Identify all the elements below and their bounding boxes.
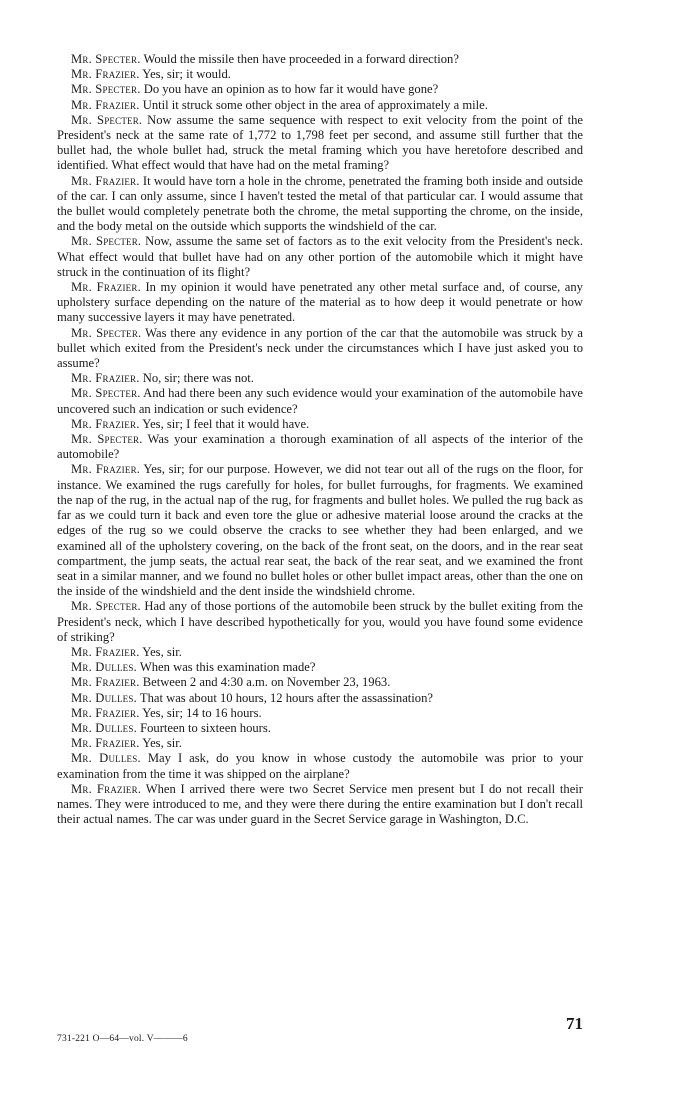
speaker-name: Mr. Specter.	[71, 432, 143, 447]
speaker-name: Mr. Frazier.	[71, 173, 140, 188]
speaker-name: Mr. Frazier.	[71, 416, 140, 431]
testimony-paragraph	[57, 386, 583, 416]
testimony-paragraph	[57, 706, 583, 721]
testimony-paragraph	[57, 675, 583, 690]
testimony-text: Now assume the same sequence with respect to exit velocity from the point of the President's neck at the same rate of 1,772 to 1,798 feet per second, and assume still further that the bullet had, the whole bullet had, struck the metal framing which you have heretofore described and identified. What effect would that have had on the metal framing?	[57, 112, 583, 173]
speaker-name: Mr. Specter.	[71, 234, 142, 249]
testimony-paragraph	[57, 751, 583, 781]
testimony-text: It would have torn a hole in the chrome, penetrated the framing both inside and outside of the car. I can only assume, since I haven't tested the metal of that particular car. I would assume that the bullet would completely penetrate both the chrome, the metal supporting the chrome, on the inside, and the body metal on the outside which supports the windshield of the car.	[57, 173, 583, 234]
testimony-text: Would the missile then have proceeded in a forward direction?	[143, 52, 459, 66]
testimony-text: Yes, sir; it would.	[142, 67, 231, 82]
speaker-name: Mr. Dulles.	[71, 690, 137, 705]
speaker-name: Mr. Frazier.	[71, 280, 141, 295]
speaker-name: Mr. Dulles.	[71, 660, 137, 675]
testimony-paragraph	[57, 660, 583, 675]
testimony-text: Yes, sir; 14 to 16 hours.	[142, 705, 262, 720]
testimony-text: Now, assume the same set of factors as to the exit velocity from the President's neck. What effect would that bullet have had on any other portion of the automobile which it might have struck in the continuation of its flight?	[57, 234, 583, 279]
testimony-paragraph	[57, 326, 583, 372]
testimony-paragraph	[57, 736, 583, 751]
speaker-name: Mr. Frazier.	[71, 67, 140, 82]
testimony-paragraph	[57, 113, 583, 174]
testimony-paragraph	[57, 432, 583, 462]
testimony-paragraph	[57, 82, 583, 97]
page-number: 71	[566, 1014, 583, 1033]
testimony-paragraph	[57, 645, 583, 660]
testimony-text: Had any of those portions of the automobile been struck by the bullet exiting from the President's neck, which I have described hypothetically for you, would you have found some evidence of striking?	[57, 599, 583, 644]
testimony-text: Fourteen to sixteen hours.	[140, 720, 271, 735]
testimony-text: When was this examination made?	[139, 660, 316, 675]
testimony-text: Was there any evidence in any portion of the car that the automobile was struck by a bullet which exited from the President's neck under the circumstances which I have just asked you to assume?	[57, 325, 583, 371]
testimony-text: Until it struck some other object in the area of approximately a mile.	[142, 97, 488, 112]
speaker-name: Mr. Specter.	[71, 52, 141, 66]
speaker-name: Mr. Frazier.	[71, 675, 140, 690]
testimony-paragraph	[57, 234, 583, 280]
speaker-name: Mr. Specter.	[71, 386, 141, 401]
testimony-paragraph	[57, 280, 583, 326]
testimony-text: Do you have an opinion as to how far it would have gone?	[143, 82, 439, 97]
speaker-name: Mr. Frazier.	[71, 462, 141, 477]
testimony-text: Yes, sir; for our purpose. However, we did not tear out all of the rugs on the floor, for instance. We examined the rugs carefully for holes, for bullet furroughs, for fragments. We examined the nap of the rug, in the actual nap of the rug, for fragments and bullet holes. We pulled the rug back as far as we could turn it back and even tore the glue or adhesive material loose around the cracks at the edges of the rug so we could observe the cracks to see whether they had been enlarged, and we examined all of the upholstery covering, on the back of the front seat, on the doors, and in the rear seat compartment, the jump seats, the actual rear seat, the back of the rear seat, and we examined the front seat in a similar manner, and we found no bullet holes or other bullet impact areas, other than the one on the inside of the windshield and the dent inside the windshield chrome.	[57, 462, 583, 599]
speaker-name: Mr. Specter.	[71, 112, 143, 127]
testimony-text: Was your examination a thorough examination of all aspects of the interior of the automobile?	[57, 432, 583, 462]
printing-code: 731-221 O—64—vol. V———6	[57, 1034, 188, 1044]
testimony-text: Yes, sir; I feel that it would have.	[142, 416, 310, 431]
speaker-name: Mr. Frazier.	[71, 644, 140, 659]
testimony-paragraph	[57, 67, 583, 82]
speaker-name: Mr. Specter.	[71, 82, 141, 97]
speaker-name: Mr. Frazier.	[71, 371, 140, 386]
testimony-text: May I ask, do you know in whose custody the automobile was prior to your examination from the time it was shipped on the airplane?	[57, 751, 583, 781]
speaker-name: Mr. Dulles.	[71, 751, 141, 766]
testimony-text: When I arrived there were two Secret Service men present but I do not recall their names. They were introduced to me, and they were there during the entire examination but I don't recall their actual names. The car was under guard in the Secret Service garage in Washington, D.C.	[57, 781, 583, 827]
speaker-name: Mr. Specter.	[71, 599, 141, 614]
testimony-text: Between 2 and 4:30 a.m. on November 23, 1963.	[142, 675, 391, 690]
speaker-name: Mr. Specter.	[71, 325, 142, 340]
speaker-name: Mr. Frazier.	[71, 781, 142, 796]
testimony-text: That was about 10 hours, 12 hours after the assassination?	[139, 690, 433, 705]
speaker-name: Mr. Frazier.	[71, 705, 140, 720]
testimony-paragraph	[57, 417, 583, 432]
testimony-paragraph	[57, 98, 583, 113]
transcript-body	[57, 52, 583, 827]
testimony-paragraph	[57, 599, 583, 645]
testimony-text: Yes, sir.	[142, 736, 182, 751]
testimony-text: Yes, sir.	[142, 644, 182, 659]
testimony-text: In my opinion it would have penetrated any other metal surface and, of course, any upholstery surface depending on the nature of the material as to how deep it would penetrate or how many successive layers it may have penetrated.	[57, 280, 583, 325]
testimony-paragraph	[57, 371, 583, 386]
testimony-paragraph	[57, 462, 583, 599]
speaker-name: Mr. Frazier.	[71, 97, 140, 112]
testimony-paragraph	[57, 721, 583, 736]
testimony-paragraph	[57, 691, 583, 706]
testimony-text: No, sir; there was not.	[142, 371, 254, 386]
testimony-paragraph	[57, 52, 583, 67]
testimony-text: And had there been any such evidence would your examination of the automobile have uncovered such an indication or such evidence?	[57, 386, 583, 416]
speaker-name: Mr. Frazier.	[71, 736, 140, 751]
testimony-paragraph	[57, 174, 583, 235]
speaker-name: Mr. Dulles.	[71, 720, 137, 735]
testimony-paragraph	[57, 782, 583, 828]
